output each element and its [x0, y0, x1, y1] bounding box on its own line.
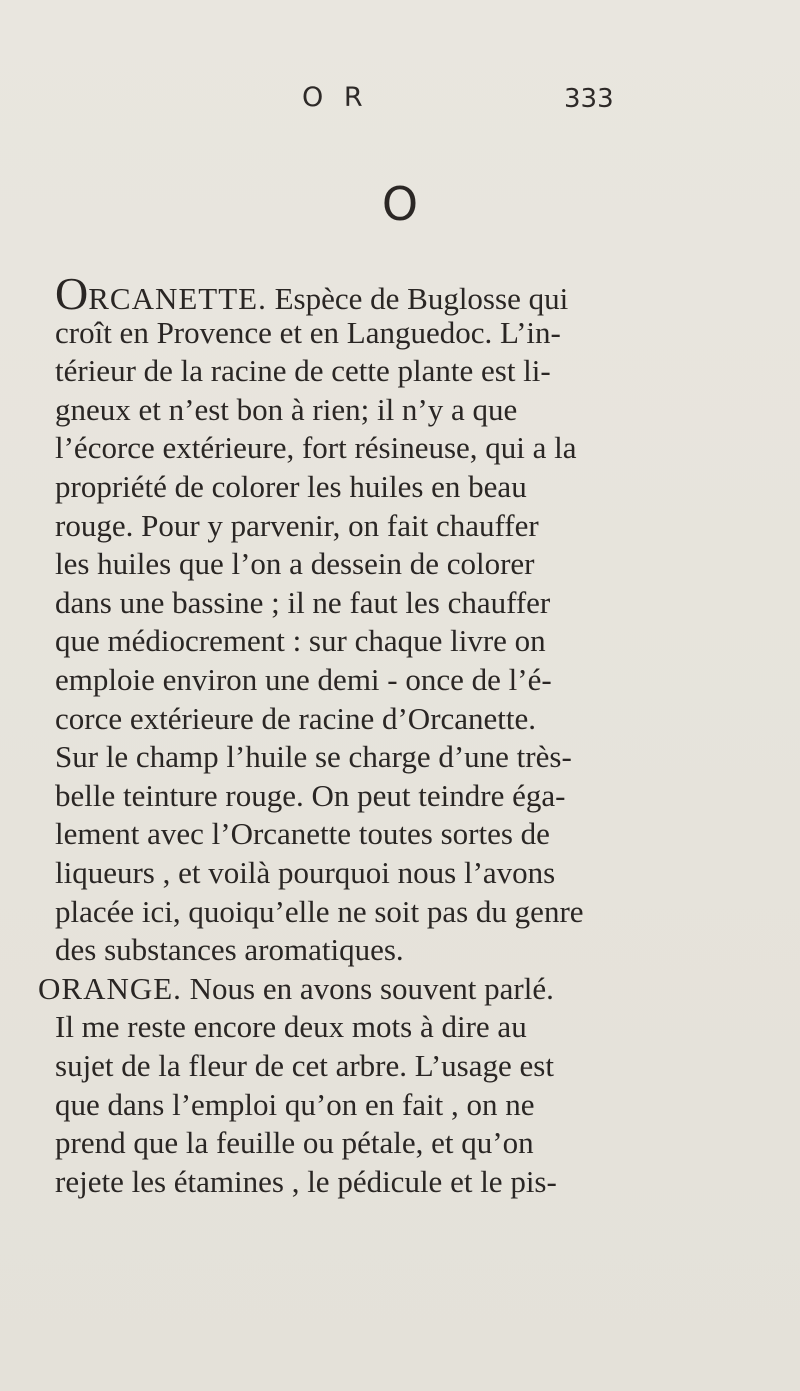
entry-orcanette-line: térieur de la racine de cette plante est li- [55, 353, 551, 389]
entry-orcanette-line: placée ici, quoiqu’elle ne soit pas du genre [55, 893, 584, 929]
entry-orcanette-first-line [55, 268, 569, 319]
entry-orcanette-line: dans une bassine ; il ne faut les chauffer [55, 584, 551, 620]
entry-orcanette-line: belle teinture rouge. On peut teindre éga- [55, 777, 566, 813]
entry-orcanette-line: des substances aromatiques. [55, 932, 404, 968]
entry-orcanette-line: gneux et n’est bon à rien; il n’y a que [55, 391, 518, 427]
entry-orcanette-line: propriété de colorer les huiles en beau [55, 469, 527, 504]
entry-orange-line: Il me reste encore deux mots à dire au [55, 1009, 527, 1045]
entry-orcanette-line: que médiocrement : sur chaque livre on [55, 623, 546, 659]
page-number: 333 [564, 84, 614, 114]
entry-orcanette-line: lement avec l’Orcanette toutes sortes de [55, 816, 550, 852]
headword-orange: ORANGE. [38, 970, 182, 1006]
running-head-letters: O R [302, 82, 369, 113]
entry-orange-first-line [38, 970, 554, 1008]
headword-initial: O [55, 268, 89, 319]
headword-orcanette: RCANETTE. [88, 281, 267, 316]
running-head [0, 82, 800, 122]
entry-orcanette-line: les huiles que l’on a dessein de colorer [55, 546, 535, 582]
entry-orcanette-line: Sur le champ l’huile se charge d’une très- [55, 739, 572, 775]
entry-orange-line: sujet de la fleur de cet arbre. L’usage est [55, 1048, 554, 1083]
entry-orcanette-line: croît en Provence et en Languedoc. L’in- [55, 314, 561, 350]
entry-orcanette-line: emploie environ une demi - once de l’é- [55, 662, 552, 697]
entry-orcanette-line: l’écorce extérieure, fort résineuse, qui a la [55, 430, 577, 466]
entry-orcanette-line: rouge. Pour y parvenir, on fait chauffer [55, 507, 539, 543]
entry-orange-line: rejete les étamines , le pédicule et le pis- [55, 1163, 557, 1199]
entry-orange-line: que dans l’emploi qu’on en fait , on ne [55, 1086, 535, 1122]
entry-orcanette-line: liqueurs , et voilà pourquoi nous l’avons [55, 855, 556, 890]
entry-orcanette-line: corce extérieure de racine d’Orcanette. [55, 700, 537, 736]
entry-orange-line: prend que la feuille ou pétale, et qu’on [55, 1125, 534, 1161]
first-line-text: Nous en avons souvent parlé. [189, 970, 554, 1006]
first-line-text: Espèce de Buglosse qui [274, 281, 569, 316]
section-letter: O [381, 177, 419, 231]
